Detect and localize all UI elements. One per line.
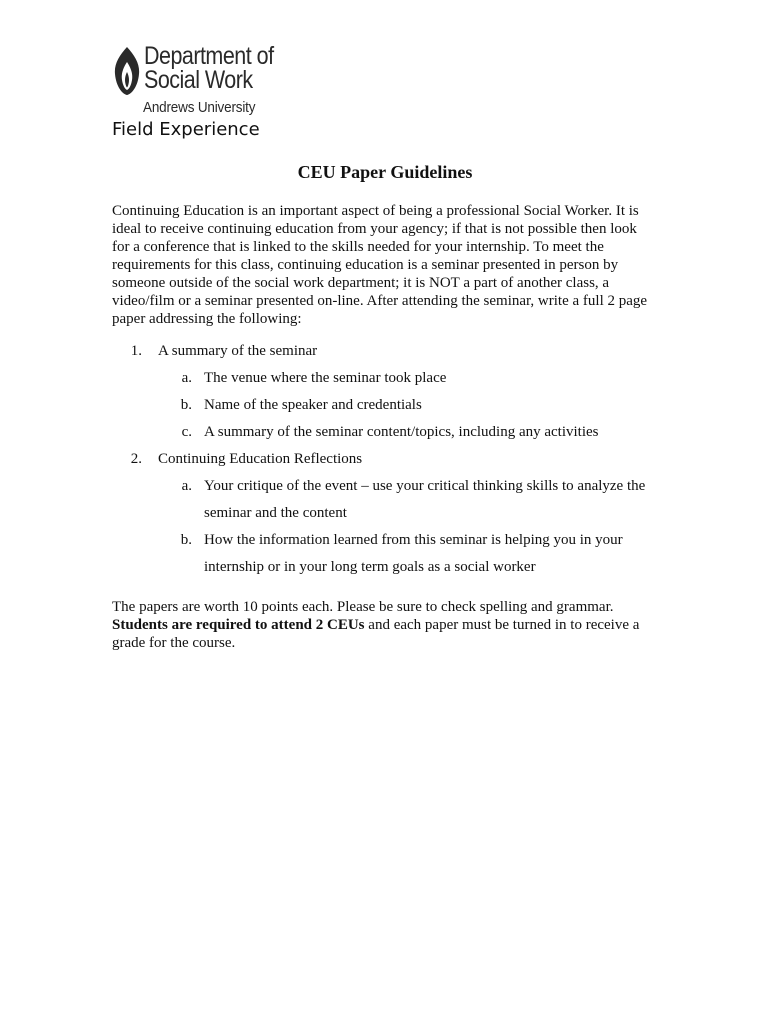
list-marker: a. — [181, 370, 192, 386]
list-item-text: Your critique of the event – use your critical thinking skills to analyze the — [204, 478, 646, 494]
list-marker: b. — [180, 397, 192, 413]
list-item-text: A summary of the seminar content/topics, including any activities — [204, 424, 599, 440]
list-item-text: How the information learned from this seminar is helping you in your — [204, 532, 623, 548]
logo-university: Andrews University — [143, 99, 256, 116]
list-item-text: A summary of the seminar — [158, 343, 318, 359]
logo-line-1: Department of — [144, 42, 274, 70]
list-item-text: Name of the speaker and credentials — [204, 397, 422, 413]
list-marker: c. — [181, 424, 192, 440]
list-item-text: The venue where the seminar took place — [204, 370, 447, 386]
field-experience-heading: Field Experience — [112, 119, 260, 140]
document-title: CEU Paper Guidelines — [297, 162, 473, 182]
list-item-text: seminar and the content — [204, 505, 347, 521]
closing-paragraph — [112, 598, 657, 652]
logo-department-name — [144, 44, 274, 92]
list-item-text: internship or in your long term goals as a social worker — [204, 559, 536, 575]
intro-paragraph: Continuing Education is an important aspect of being a professional Social Worker. It is ideal to receive continuing education from your agency; if that is not possible then look for a conference that is linked to the skills needed for your internship. To meet the requirements for this class, continuing education is a seminar presented in person by someone outside of the social work department; it is NOT a part of another class, a video/film or a seminar presented on-line. After attending the seminar, write a full 2 page paper addressing the following: — [112, 203, 648, 327]
department-logo — [110, 44, 290, 120]
list-marker: 1. — [130, 343, 142, 359]
list-marker: 2. — [130, 451, 142, 467]
closing-text-part-2: and each paper must be turned in to receive a grade for the course. — [112, 617, 640, 651]
flame-icon — [113, 46, 141, 96]
list-marker: a. — [181, 478, 192, 494]
logo-line-2: Social Work — [144, 66, 253, 94]
closing-text-part-1: The papers are worth 10 points each. Please be sure to check spelling and grammar. — [112, 599, 614, 615]
list-item-text: Continuing Education Reflections — [158, 451, 363, 467]
list-marker: b. — [180, 532, 192, 548]
closing-emphasis: Students are required to attend 2 CEUs — [112, 617, 365, 633]
